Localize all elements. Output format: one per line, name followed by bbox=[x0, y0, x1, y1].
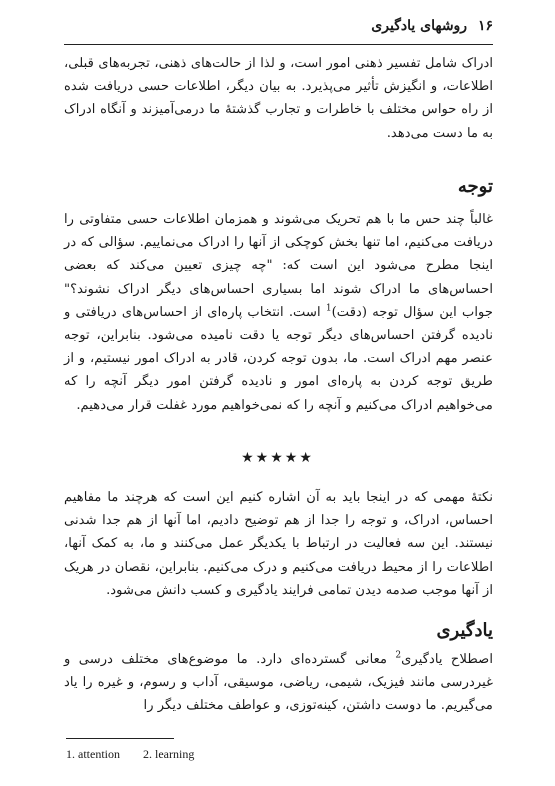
paragraph-3-text: نکتهٔ مهمی که در اینجا باید به آن اشاره کنیم این است که هرچند ما مفاهیم احساس، ادراک، و توجه را جدا از هم توضیح دادیم، اما آنها از هم جدا شدنی نیستند. این سه فعالیت در ارتباط با یکدیگر عمل می‌کنند و ما، به کمک آنها، اطلاعات را از محیط دریافت می‌کنیم و درک می‌کنیم. بنابراین، نقصان در هریک از آنها موجب صدمه دیدن تمامی فرایند یادگیری و کسب دانش می‌شود. bbox=[64, 490, 493, 598]
running-header bbox=[64, 14, 493, 42]
paragraph-perception bbox=[64, 52, 493, 145]
paragraph-2-part-2: است. انتخاب پاره‌ای از احساس‌های دریافتی و نادیده گرفتن احساس‌های دیگر توجه یا دقت نامیده می‌شود. بنابراین، توجه عنصر مهم ادراک است. ما، بدون توجه کردن، قادر به ادراک امور نیستیم، و از طریق توجه کردن به پاره‌ای امور و نادیده گرفتن امور دیگر آنچه را که می‌خواهیم ادراک می‌کنیم و آنچه را که نمی‌خواهیم مورد غفلت قرار می‌دهیم. bbox=[64, 304, 493, 413]
header-divider bbox=[64, 44, 493, 45]
heading-attention: توجه bbox=[457, 176, 493, 197]
book-title: روشهای یادگیری bbox=[371, 18, 468, 34]
paragraph-learning bbox=[64, 648, 493, 718]
paragraph-4-part-2: معانی گسترده‌ای دارد. ما موضوع‌های مختلف درسی و غیردرسی مانند فیزیک، شیمی، ریاضی، موسیقی، آداب و رسوم، و غیره را یاد می‌گیریم. ما دوست داشتن، کینه‌توزی، و عواطف مختلف دیگر را bbox=[64, 652, 493, 714]
paragraph-4-text bbox=[64, 648, 493, 718]
paragraph-attention bbox=[64, 208, 493, 417]
paragraph-1-text: ادراک شامل تفسیر ذهنی امور است، و لذا از حالت‌های ذهنی، تجربه‌های قبلی، اطلاعات، و انگیزش تأثیر می‌پذیرد. به بیان دیگر، اطلاعات حسی دریافت شده از راه حواس مختلف با خاطرات و تجارب گذشتهٔ ما درمی‌آمیزند و آنگاه ادراک به ما دست می‌دهد. bbox=[64, 56, 493, 141]
page-number: ۱۶ bbox=[477, 18, 493, 34]
footnote-1: 1. attention bbox=[66, 747, 120, 761]
footnote-ref-2: 2 bbox=[395, 650, 402, 661]
paragraph-2-part-1: غالباً چند حس ما با هم تحریک می‌شوند و همزمان اطلاعات حسی متفاوتی را دریافت می‌کنیم، اما تنها بخش کوچکی از آنها را ادراک می‌نماییم. سؤالی که در اینجا مطرح می‌شود این است که: "چه چیزی تعیین می‌کند که بعضی احساس‌های ما ادراک شوند اما بسیاری احساس‌های دیگر ادراک نشوند؟" جواب این سؤال توجه (دقت) bbox=[64, 212, 493, 320]
paragraph-4-part-1: اصطلاح یادگیری bbox=[401, 652, 493, 667]
header-title-block bbox=[371, 18, 493, 34]
section-separator-stars: ★★★★★ bbox=[241, 450, 314, 466]
footnote-2: 2. learning bbox=[143, 747, 195, 761]
heading-learning: یادگیری bbox=[436, 620, 493, 641]
footnote-ref-1: 1 bbox=[325, 303, 332, 314]
footnote-divider bbox=[66, 738, 174, 739]
footnotes bbox=[66, 747, 214, 762]
paragraph-note bbox=[64, 486, 493, 602]
paragraph-2-text bbox=[64, 208, 493, 417]
